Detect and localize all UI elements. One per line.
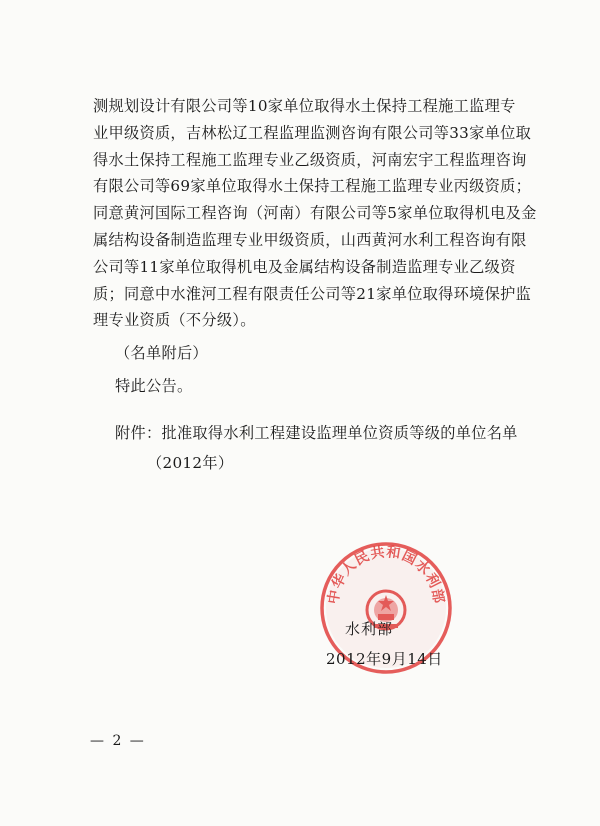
attachment-year: （2012年） (147, 453, 234, 472)
signature-org: 水利部 (345, 620, 394, 638)
page-number: — 2 — (90, 733, 146, 749)
list-note: （名单附后） (115, 344, 208, 363)
body-line: 有限公司等69家单位取得水土保持工程施工监理专业丙级资质； (93, 177, 532, 196)
signature-date: 2012年9月14日 (326, 650, 443, 668)
body-line: 理专业资质（不分级）。 (93, 311, 256, 330)
seal-text: 中华人民共和国水利部 (325, 544, 447, 606)
attachment-label: 附件：批准取得水利工程建设监理单位资质等级的单位名单 (115, 423, 518, 442)
body-line: 业甲级资质，吉林松辽工程监理监测咨询有限公司等33家单位取 (93, 123, 532, 142)
body-text (93, 93, 537, 478)
body-line: 测规划设计有限公司等10家单位取得水土保持工程施工监理专 (93, 97, 516, 115)
closing-text: 特此公告。 (115, 376, 193, 395)
body-line: 公司等11家单位取得机电及金属结构设备制造监理专业乙级资 (93, 257, 516, 276)
body-line: 属结构设备制造监理专业甲级资质，山西黄河水利工程咨询有限 (93, 230, 527, 249)
body-line: 质；同意中水淮河工程有限责任公司等21家单位取得环境保护监 (93, 284, 532, 303)
body-line: 得水土保持工程施工监理专业乙级资质，河南宏宇工程监理咨询 (93, 150, 527, 169)
body-line: 同意黄河国际工程咨询（河南）有限公司等5家单位取得机电及金 (93, 204, 537, 223)
